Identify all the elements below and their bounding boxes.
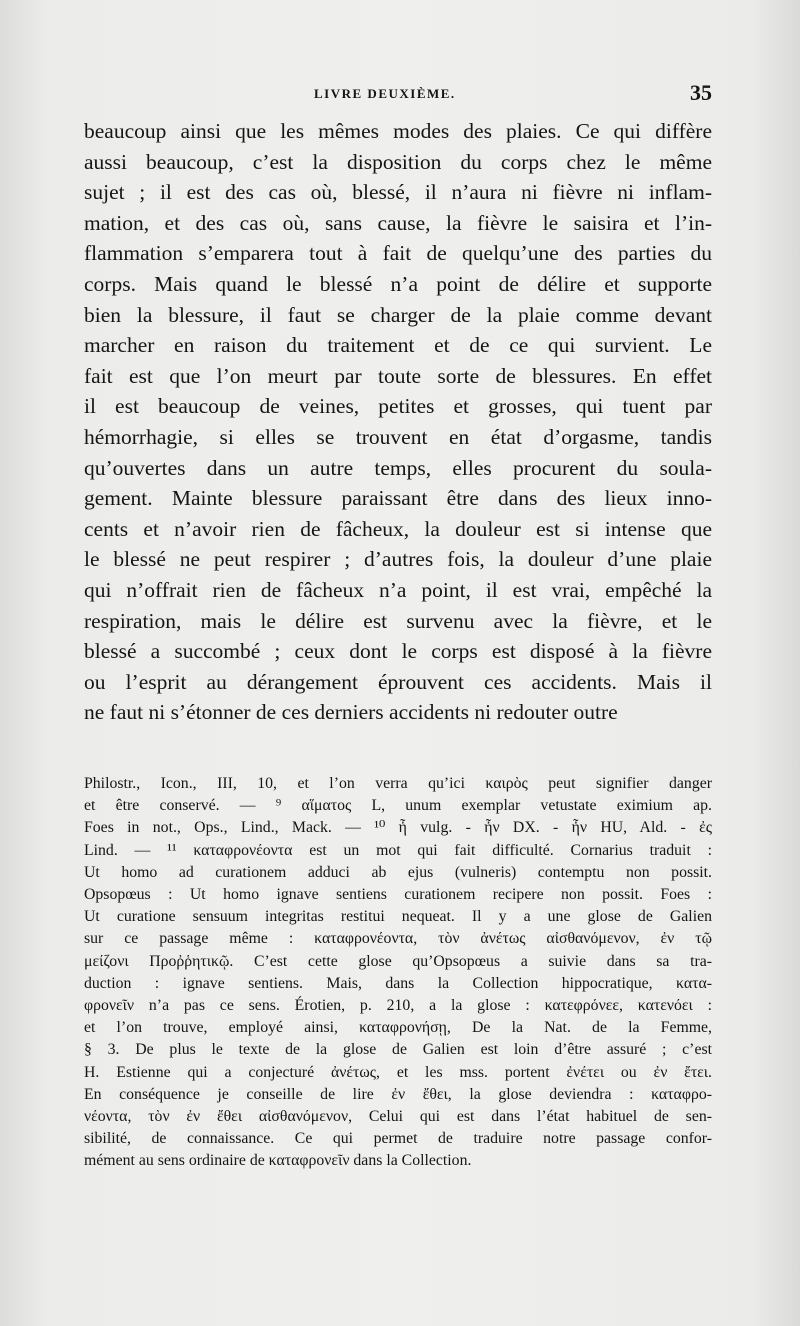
footnote-line: et être conservé. — ⁹ αἵματος L, unum exemplar vetustate eximium ap. — [84, 797, 712, 815]
main-text-line: blessé a succombé ; ceux dont le corps est disposé à la fièvre — [84, 639, 712, 664]
footnote-line: mément au sens ordinaire de καταφρονεῖν dans la Collection. — [84, 1152, 472, 1170]
main-text-line: beaucoup ainsi que les mêmes modes des plaies. Ce qui diffère — [84, 119, 712, 143]
main-text-line: marcher en raison du traitement et de ce qui survient. Le — [84, 333, 712, 358]
footnote-line: Opsopœus : Ut homo ignave sentiens curationem recipere non possit. Foes : — [84, 886, 712, 904]
main-text-line: ou l’esprit au dérangement éprouvent ces accidents. Mais il — [84, 669, 712, 694]
main-text-line: respiration, mais le délire est survenu avec la fièvre, et le — [84, 608, 712, 633]
main-text-line: ne faut ni s’étonner de ces derniers accidents ni redouter outre — [84, 700, 618, 725]
footnote-line: sur ce passage même : καταφρονέοντα, τὸν ἀνέτως αἰσθανόμενον, ἐν τῷ — [84, 930, 712, 948]
main-text-line: fait est que l’on meurt par toute sorte de blessures. En effet — [84, 363, 712, 388]
main-text-line: hémorrhagie, si elles se trouvent en état d’orgasme, tandis — [84, 424, 712, 449]
running-title: LIVRE DEUXIÈME. — [314, 86, 456, 101]
footnote-line: et l’on trouve, employé ainsi, καταφρονήσῃ, De la Nat. de la Femme, — [84, 1019, 712, 1037]
footnote-line: νέοντα, τὸν ἐν ἔθει αἰσθανόμενον, Celui qui est dans l’état habituel de sen- — [84, 1108, 712, 1126]
main-text-line: qu’ouvertes dans un autre temps, elles procurent du soula- — [84, 455, 712, 480]
footnote-line: Ut curatione sensuum integritas restitui nequeat. Il y a une glose de Galien — [84, 908, 712, 926]
footnote-line: φρονεῖν n’a pas ce sens. Érotien, p. 210, a la glose : κατεφρόνεε, κατενόει : — [84, 997, 712, 1015]
main-text-line: cents et n’avoir rien de fâcheux, la douleur est si intense que — [84, 516, 712, 541]
main-text-line: sujet ; il est des cas où, blessé, il n’aura ni fièvre ni inflam- — [84, 180, 712, 205]
footnote-line: Lind. — ¹¹ καταφρονέοντα est un mot qui fait difficulté. Cornarius traduit : — [84, 841, 712, 859]
main-text-line: bien la blessure, il faut se charger de la plaie comme devant — [84, 302, 712, 327]
main-text-line: flammation s’emparera tout à fait de quelqu’une des parties du — [84, 241, 712, 266]
main-text-line: il est beaucoup de veines, petites et grosses, qui tuent par — [84, 394, 712, 419]
main-text — [84, 116, 712, 728]
footnote-line: En conséquence je conseille de lire ἐν ἔθει, la glose deviendra : καταφρο- — [84, 1085, 712, 1103]
main-text-line: qui n’offrait rien de fâcheux n’a point, il est vrai, empêché la — [84, 577, 712, 602]
footnote-line: duction : ignave sentiens. Mais, dans la Collection hippocratique, κατα- — [84, 974, 712, 992]
footnote-line: § 3. De plus le texte de la glose de Galien est loin d’être assuré ; c’est — [84, 1041, 712, 1059]
footnote-line: Ut homo ad curationem adduci ab ejus (vulneris) contemptu non possit. — [84, 863, 712, 881]
footnote-line: μείζονι Προῤῥητικῷ. C’est cette glose qu’Opsopœus a suivie dans sa tra- — [84, 952, 712, 970]
page-number: 35 — [690, 80, 712, 105]
main-text-line: corps. Mais quand le blessé n’a point de délire et supporte — [84, 271, 712, 296]
footnote-line: Foes in not., Ops., Lind., Mack. — ¹⁰ ἦ vulg. - ἦν DX. - ἦν HU, Ald. - ἐς — [84, 819, 712, 837]
page-header — [84, 82, 712, 110]
main-text-line: mation, et des cas où, sans cause, la fièvre le saisira et l’in- — [84, 210, 712, 235]
footnote-line: H. Estienne qui a conjecturé ἀνέτως, et les mss. portent ἐνέτει ou ἐν ἔτει. — [84, 1063, 712, 1081]
footnote-line: sibilité, de connaissance. Ce qui permet de traduire notre passage confor- — [84, 1130, 712, 1148]
main-text-line: gement. Mainte blessure paraissant être dans des lieux inno- — [84, 486, 712, 511]
footnote-line: Philostr., Icon., III, 10, et l’on verra qu’ici καιρὸς peut signifier danger — [84, 775, 712, 792]
main-text-line: le blessé ne peut respirer ; d’autres fois, la douleur d’une plaie — [84, 547, 712, 572]
main-text-line: aussi beaucoup, c’est la disposition du corps chez le même — [84, 149, 712, 174]
footnotes — [84, 773, 712, 1173]
